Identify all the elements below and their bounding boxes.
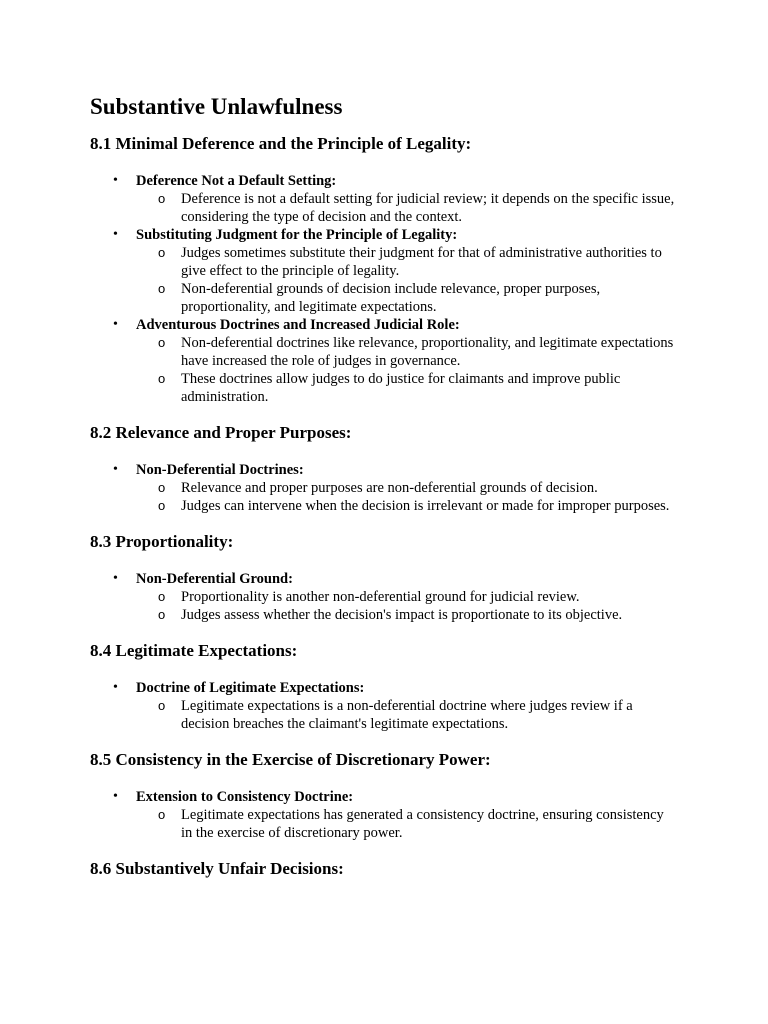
section [90,422,678,515]
sub-list-item-text: Proportionality is another non-deferential ground for judicial review. [181,589,580,605]
sub-list-item-text: These doctrines allow judges to do justice for claimants and improve public administration. [181,371,621,405]
sub-list-item [136,479,678,497]
section-heading: 8.2 Relevance and Proper Purposes: [90,423,352,442]
list-item [90,172,678,226]
sub-bullet-list [136,697,678,733]
circle-bullet-icon: o [158,607,166,622]
bullet-icon: • [113,173,118,188]
list-item [90,570,678,624]
sub-bullet-list [136,244,678,316]
sub-list-item [136,497,678,515]
bullet-list [90,788,678,842]
section-heading: 8.6 Substantively Unfair Decisions: [90,859,344,878]
list-item-label: Non-Deferential Ground: [136,571,293,587]
bullet-list [90,172,678,406]
sub-list-item-text: Legitimate expectations is a non-deferential doctrine where judges review if a decision breaches the claimant's legitimate expectations. [181,698,633,732]
sub-list-item [136,588,678,606]
list-item-label: Adventurous Doctrines and Increased Judicial Role: [136,317,460,333]
section [90,858,678,880]
section [90,640,678,733]
sub-list-item [136,280,678,316]
list-item [90,788,678,842]
section [90,749,678,842]
circle-bullet-icon: o [158,371,166,386]
list-item-label: Non-Deferential Doctrines: [136,462,304,478]
section-heading: 8.4 Legitimate Expectations: [90,641,298,660]
sub-list-item-text: Non-deferential grounds of decision include relevance, proper purposes, proportionality, and legitimate expectations. [181,281,601,315]
sub-list-item [136,190,678,226]
document-title: Substantive Unlawfulness [90,94,343,119]
sections-container [90,133,678,880]
circle-bullet-icon: o [158,281,166,296]
section [90,133,678,406]
circle-bullet-icon: o [158,498,166,513]
circle-bullet-icon: o [158,698,166,713]
sub-list-item [136,370,678,406]
sub-list-item-text: Judges can intervene when the decision is irrelevant or made for improper purposes. [181,498,670,514]
list-item-label: Deference Not a Default Setting: [136,173,337,189]
list-item-label: Doctrine of Legitimate Expectations: [136,680,365,696]
bullet-list [90,461,678,515]
circle-bullet-icon: o [158,807,166,822]
sub-list-item [136,334,678,370]
list-item [90,316,678,406]
sub-bullet-list [136,190,678,226]
sub-list-item [136,806,678,842]
sub-list-item-text: Relevance and proper purposes are non-deferential grounds of decision. [181,480,598,496]
list-item [90,461,678,515]
sub-bullet-list [136,588,678,624]
section-heading: 8.1 Minimal Deference and the Principle of Legality: [90,134,472,153]
list-item [90,679,678,733]
bullet-icon: • [113,571,118,586]
circle-bullet-icon: o [158,480,166,495]
sub-list-item-text: Legitimate expectations has generated a consistency doctrine, ensuring consistency in the exercise of discretionary power. [181,807,664,841]
sub-bullet-list [136,334,678,406]
bullet-icon: • [113,317,118,332]
sub-list-item [136,606,678,624]
sub-list-item [136,244,678,280]
bullet-list [90,570,678,624]
sub-bullet-list [136,479,678,515]
sub-bullet-list [136,806,678,842]
list-item-label: Extension to Consistency Doctrine: [136,789,354,805]
circle-bullet-icon: o [158,589,166,604]
circle-bullet-icon: o [158,191,166,206]
sub-list-item-text: Judges sometimes substitute their judgment for that of administrative authorities to give effect to the principle of legality. [181,245,662,279]
bullet-icon: • [113,462,118,477]
list-item-label: Substituting Judgment for the Principle of Legality: [136,227,458,243]
circle-bullet-icon: o [158,335,166,350]
sub-list-item [136,697,678,733]
circle-bullet-icon: o [158,245,166,260]
section-heading: 8.3 Proportionality: [90,532,234,551]
bullet-icon: • [113,680,118,695]
section [90,531,678,624]
section-heading: 8.5 Consistency in the Exercise of Discretionary Power: [90,750,491,769]
bullet-icon: • [113,789,118,804]
list-item [90,226,678,316]
sub-list-item-text: Non-deferential doctrines like relevance, proportionality, and legitimate expectations have increased the role of judges in governance. [181,335,674,369]
sub-list-item-text: Deference is not a default setting for judicial review; it depends on the specific issue, considering the type of decision and the context. [181,191,675,225]
bullet-icon: • [113,227,118,242]
bullet-list [90,679,678,733]
sub-list-item-text: Judges assess whether the decision's impact is proportionate to its objective. [181,607,623,623]
